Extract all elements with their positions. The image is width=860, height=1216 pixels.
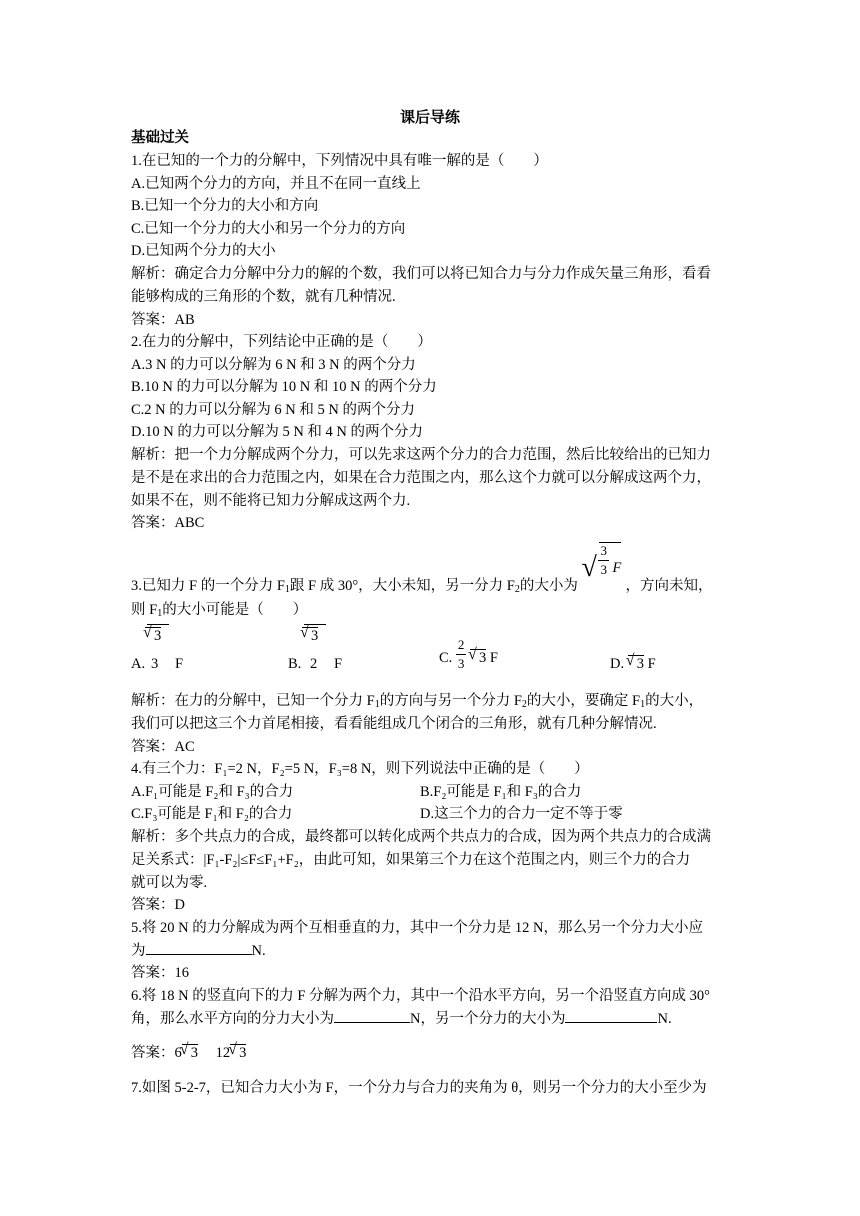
q2-option-b: B.10 N 的力可以分解为 10 N 和 10 N 的两个分力 <box>131 379 437 395</box>
q1-stem: 1.在已知的一个力的分解中，下列情况中具有唯一解的是（ ） <box>131 153 548 169</box>
q6-line1: 6.将 18 N 的竖直向下的力 F 分解为两个力，其中一个沿水平方向，另一个沿竖直方向成 30° <box>131 988 710 1004</box>
q3-stem-line2-part1: 则 F <box>131 602 158 618</box>
q1-explanation-line2: 能够构成的三角形的个数，就有几种情况. <box>131 289 396 305</box>
q4-explanation-line3: 就可以为零. <box>131 875 208 891</box>
q4-explanation-line1: 解析：多个共点力的合成，最终都可以转化成两个共点力的合成，因为两个共点力的合成满 <box>131 829 711 845</box>
q2-explanation-line1: 解析：把一个力分解成两个分力，可以先求这两个分力的合力范围，然后比较给出的已知力 <box>131 447 711 463</box>
q6-blank-other[interactable] <box>565 1022 657 1023</box>
q6-line2: 角，那么水平方向的分力大小为 N，另一个分力的大小为 N. <box>131 1011 672 1027</box>
q3-stem-den: 3 <box>600 562 607 577</box>
q5-blank[interactable] <box>146 954 252 955</box>
q1-option-d: D.已知两个分力的大小 <box>131 243 276 259</box>
q1-option-a: A.已知两个分力的方向，并且不在同一直线上 <box>131 176 421 192</box>
q4-stem: 4.有三个力：F₁=2 N，F₂=5 N，F₃=8 N，则下列说法中正确的是（ ） <box>131 761 589 777</box>
q2-explanation-line2: 是不是在求出的合力范围之内，如果在合力范围之内，那么这个力就可以分解成这两个力， <box>131 470 711 486</box>
q3-stem-line2 <box>131 600 307 620</box>
q2-stem: 2.在力的分解中，下列结论中正确的是（ ） <box>131 334 432 350</box>
q2-option-a: A.3 N 的力可以分解为 6 N 和 3 N 的两个分力 <box>131 357 416 373</box>
q3-sub: 1 <box>284 584 290 595</box>
q4-option-d: D.这三个力的合力一定不等于零 <box>420 806 623 822</box>
q3-stem-F: F <box>612 560 622 576</box>
q3-explanation-line2: 我们可以把这三个力首尾相接，看看能组成几个闭合的三角形，就有几种分解情况. <box>131 716 657 732</box>
q4-option-b: B.F₂可能是 F₁和 F₃的合力 <box>420 784 582 800</box>
q2-answer: 答案：ABC <box>131 515 205 531</box>
q1-answer: 答案：AB <box>131 312 195 328</box>
q3-sub: 2 <box>514 584 520 595</box>
page-title: 课后导练 <box>399 110 460 126</box>
q3-answer: 答案：AC <box>131 739 195 755</box>
q2-option-c: C.2 N 的力可以分解为 6 N 和 5 N 的两个分力 <box>131 402 415 418</box>
q4-explanation-line2: 足关系式：|F₁-F₂|≤F≤F₁+F₂，由此可知，如果第三个力在这个范围之内，则三个力的合力 <box>131 852 691 868</box>
q4-answer: 答案：D <box>131 897 185 913</box>
q1-explanation-line1: 解析：确定合力分解中分力的解的个数，我们可以将已知合力与分力作成矢量三角形，看看 <box>131 266 711 282</box>
q7-line1: 7.如图 5-2-7，已知合力大小为 F，一个分力与合力的夹角为 θ，则另一个分力的大小至少为 <box>131 1080 707 1096</box>
q1-option-b: B.已知一个分力的大小和方向 <box>131 198 319 214</box>
q3-stem-num: 3 <box>598 542 609 561</box>
q3-stem-part3: 的大小为 <box>519 578 578 594</box>
q5-line1: 5.将 20 N 的力分解成为两个互相垂直的力，其中一个分力是 12 N，那么另一个分力大小应 <box>131 920 703 936</box>
q3-stem-part1: 3.已知力 F 的一个分力 F <box>131 578 285 594</box>
q6-answer: 答案：6√ 3 12√ 3 <box>131 1043 246 1063</box>
q3-sub: 1 <box>157 608 163 619</box>
q3-stem-part2: 跟 F 成 30°，大小未知，另一分力 F <box>289 578 515 594</box>
q4-option-c: C.F₃可能是 F₁和 F₂的合力 <box>131 806 293 822</box>
q3-stem-line2-part2: 的大小可能是（ ） <box>162 602 308 618</box>
q3-stem <box>131 543 713 596</box>
q2-option-d: D.10 N 的力可以分解为 5 N 和 4 N 的两个分力 <box>131 424 424 440</box>
q2-explanation-line3: 如果不在，则不能将已知力分解成这两个力. <box>131 493 411 509</box>
q5-line2: 为 N. <box>131 943 266 959</box>
q1-option-c: C.已知一个分力的大小和另一个分力的方向 <box>131 221 406 237</box>
q3-explanation-line1: 解析：在力的分解中，已知一个分力 $F_1$的方向与另一个分力 $F_2$的大小，要确定 $F_1$的大小， <box>131 693 704 710</box>
q3-stem-part4: ，方向未知， <box>625 578 713 594</box>
section-heading: 基础过关 <box>131 130 189 146</box>
q5-answer: 答案：16 <box>131 965 189 981</box>
q6-blank-horizontal[interactable] <box>334 1022 410 1023</box>
q3-stem-formula: √ $\frac{3}{3}$ F <box>581 543 622 583</box>
q3-option-c: C. $\frac{2}{3}$ √ 3 F <box>439 644 498 673</box>
q3-a-rad: √ 3 <box>145 626 161 646</box>
q4-option-a: A.F₁可能是 F₂和 F₃的合力 <box>131 784 294 800</box>
q3-option-d: D. √ 3 F <box>610 654 656 674</box>
